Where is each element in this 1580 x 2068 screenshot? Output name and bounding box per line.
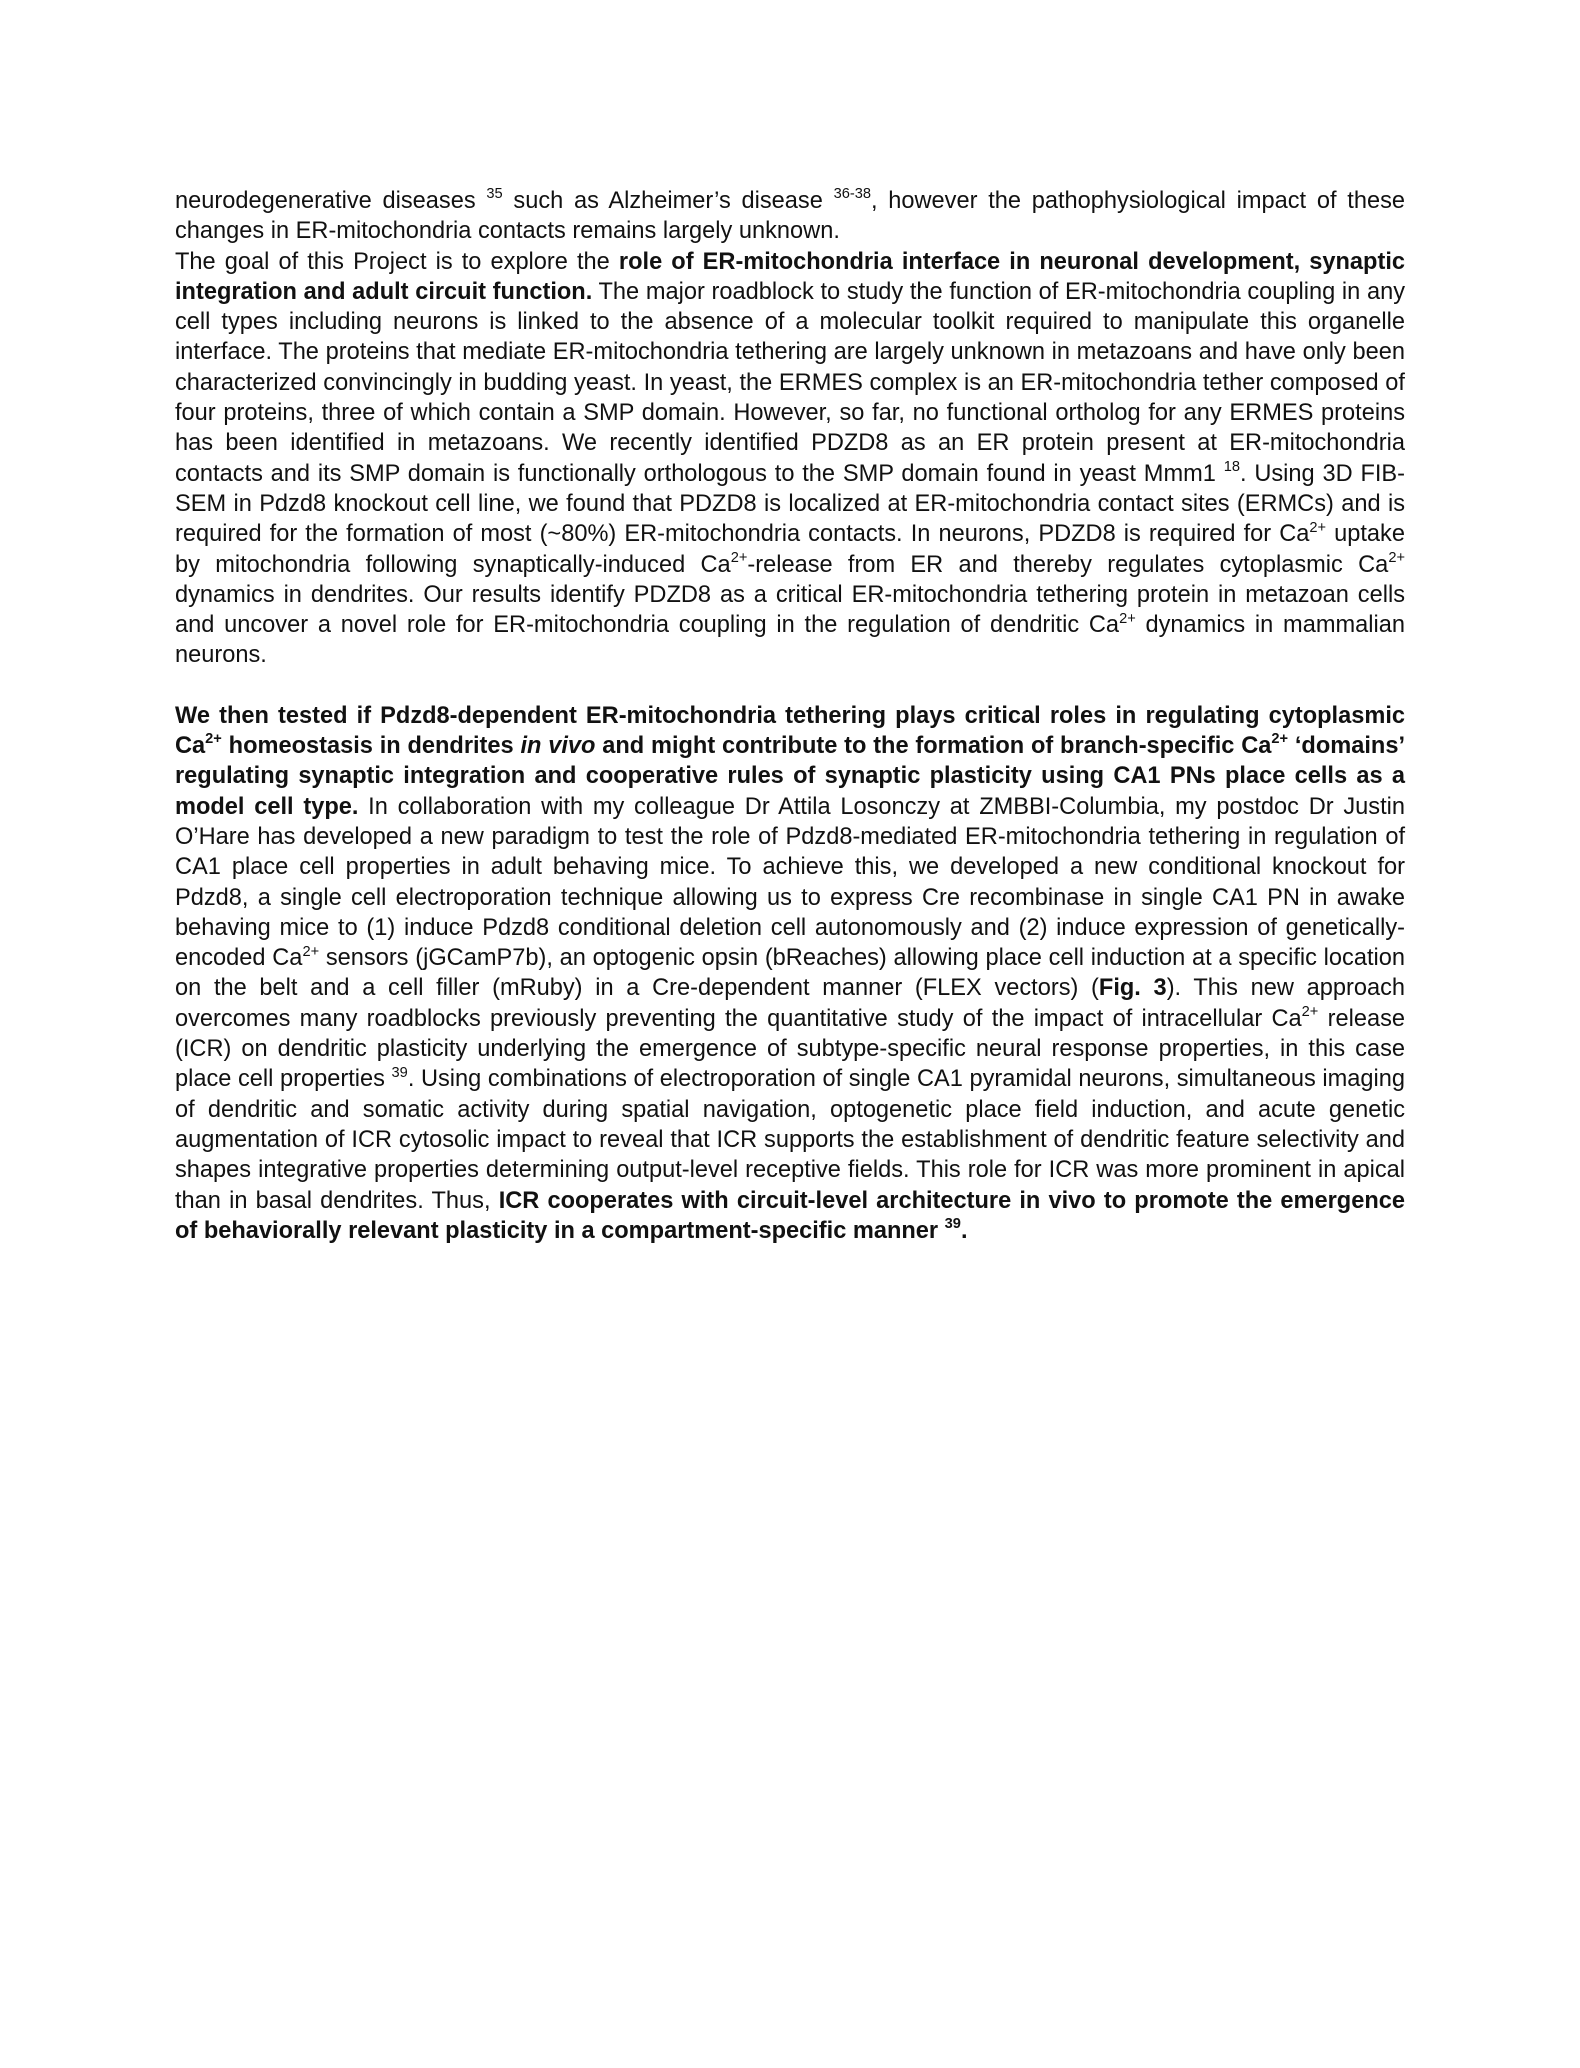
text-run: The goal of this Project is to explore the (175, 248, 619, 275)
bold-text-run: We then tested if Pdzd8-dependent ER-mitochondria tethering plays critical roles in regulating cytoplasmic Ca (175, 702, 1405, 760)
citation-superscript: 36-38 (833, 186, 871, 203)
citation-superscript: 35 (486, 186, 503, 203)
text-run: . Using combinations of electroporation of single CA1 pyramidal neurons, simultaneous imaging of dendritic and somatic activity during spatial navigation, optogenetic place field induction, and acute genetic augmentation of ICR cytosolic impact to reveal that ICR supports the establishment of dendritic feature selectivity and shapes integrative properties determining output-level receptive fields. This role for ICR was more prominent in apical than in basal dendrites. Thus, (175, 1066, 1406, 1214)
ion-charge-superscript: 2+ (730, 549, 748, 566)
text-run: neurodegenerative diseases (175, 188, 487, 214)
bold-text-run: homeostasis in dendrites (221, 733, 521, 760)
text-run: ). This new approach overcomes many roadblocks previously preventing the quantitative study of the impact of intracellular Ca (175, 975, 1405, 1032)
ion-charge-superscript: 2+ (1309, 519, 1327, 536)
bold-text-run: ICR cooperates with circuit-level architecture in vivo to promote the emergence of behaviorally relevant plasticity in a compartment-specific manner (175, 1187, 1405, 1244)
paragraph-project-goal (175, 247, 1405, 671)
paragraph-pdzd8-in-vivo (175, 701, 1405, 1246)
text-run: sensors (jGCamP7b), an optogenic opsin (bReaches) allowing place cell induction at a specific location on the belt and a cell filler (mRuby) in a Cre-dependent manner (FLEX vectors) ( (175, 945, 1405, 1002)
text-run: such as Alzheimer’s disease (502, 188, 834, 214)
ion-charge-superscript: 2+ (1388, 549, 1405, 566)
text-run: . Using 3D FIB-SEM in Pdzd8 knockout cell line, we found that PDZD8 is localized at ER-mitochondria contact sites (ERMCs) and is required for the formation of most (~80%) ER-mitochondria contacts. In neurons, PDZD8 is required for Ca (175, 460, 1406, 548)
bold-text-run: and might contribute to the formation of branch-specific Ca (595, 733, 1272, 760)
text-run: In collaboration with my colleague Dr Attila Losonczy at ZMBBI-Columbia, my postdoc Dr Justin O’Hare has developed a new paradigm to test the role of Pdzd8-mediated ER-mitochondria tethering in regulation of CA1 place cell properties in adult behaving mice. To achieve this, we developed a new conditional knockout for Pdzd8, a single cell electroporation technique allowing us to express Cre recombinase in single CA1 PN in awake behaving mice to (1) induce Pdzd8 conditional deletion cell autonomously and (2) induce expression of genetically-encoded Ca (175, 793, 1405, 972)
bold-text-run: role of ER-mitochondria interface in neuronal development, synaptic integration and adult circuit function. (175, 248, 1405, 305)
ion-charge-superscript: 2+ (1271, 731, 1289, 748)
text-run: release (ICR) on dendritic plasticity underlying the emergence of subtype-specific neural response properties, in this case place cell properties (175, 1005, 1405, 1093)
paragraph-gap (175, 671, 1405, 701)
bold-text-run: . (960, 1217, 968, 1244)
figure-reference: Fig. 3 (1098, 975, 1167, 1002)
ion-charge-superscript: 2+ (1119, 610, 1136, 627)
document-page (175, 186, 1405, 1246)
ion-charge-superscript: 2+ (1301, 1004, 1319, 1021)
text-run: dynamics in dendrites. Our results identify PDZD8 as a critical ER-mitochondria tethering protein in metazoan cells and uncover a novel role for ER-mitochondria coupling in the regulation of dendritic Ca (175, 581, 1405, 639)
bold-italic-text-run: in vivo (520, 733, 596, 760)
text-run: uptake by mitochondria following synaptically-induced Ca (175, 521, 1405, 578)
ion-charge-superscript: 2+ (205, 731, 222, 748)
paragraph-intro (175, 186, 1405, 247)
bold-text-run: ‘domains’ regulating synaptic integration and cooperative rules of synaptic plasticity using CA1 PNs place cells as a model cell type. (175, 733, 1405, 820)
text-run: , however the pathophysiological impact of these changes in ER-mitochondria contacts remains largely unknown. (175, 188, 1405, 245)
ion-charge-superscript: 2+ (302, 943, 320, 960)
citation-superscript: 18 (1223, 459, 1240, 476)
text-run: -release from ER and thereby regulates cytoplasmic Ca (747, 551, 1389, 578)
citation-superscript: 39 (944, 1216, 961, 1233)
citation-superscript: 39 (391, 1064, 408, 1081)
text-run: The major roadblock to study the function of ER-mitochondria coupling in any cell types including neurons is linked to the absence of a molecular toolkit required to manipulate this organelle interface. The proteins that mediate ER-mitochondria tethering are largely unknown in metazoans and have only been characterized convincingly in budding yeast. In yeast, the ERMES complex is an ER-mitochondria tether composed of four proteins, three of which contain a SMP domain. However, so far, no functional ortholog for any ERMES proteins has been identified in metazoans. We recently identified PDZD8 as an ER protein present at ER-mitochondria contacts and its SMP domain is functionally orthologous to the SMP domain found in yeast Mmm1 (175, 278, 1405, 487)
text-run: dynamics in mammalian neurons. (175, 612, 1405, 669)
